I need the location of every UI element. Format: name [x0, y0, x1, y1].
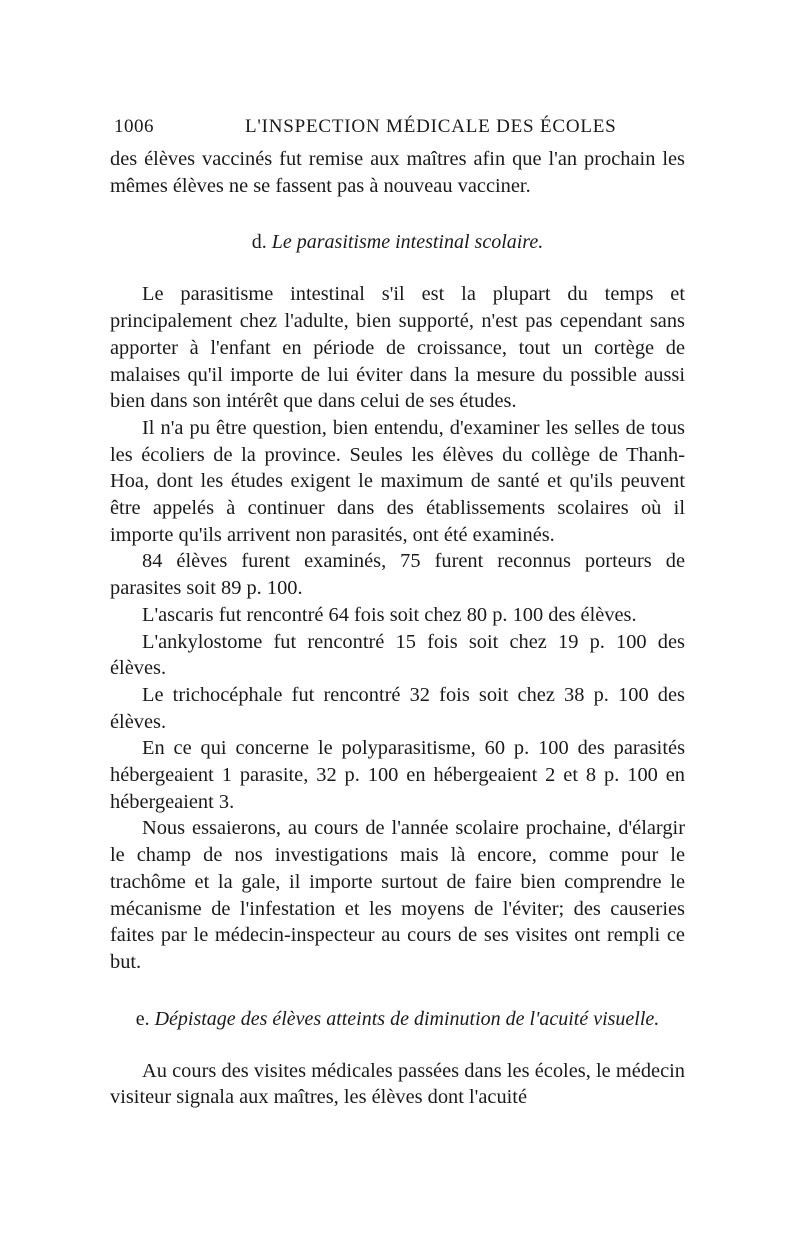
section-d-heading	[110, 229, 685, 255]
page-number: 1006	[114, 116, 154, 137]
section-e-label: e.	[135, 1007, 150, 1030]
section-d-title: Le parasitisme intestinal scolaire.	[271, 231, 544, 254]
body-text	[110, 146, 685, 1111]
section-d-label: d.	[251, 231, 267, 254]
page-header	[110, 116, 685, 146]
section-e-title: Dépistage des élèves atteints de diminution de l'acuité visuelle.	[154, 1007, 660, 1030]
paragraph: Au cours des visites médicales passées dans les écoles, le médecin visiteur signala aux maîtres, les élèves dont l'acuité	[110, 1059, 685, 1109]
paragraph: L'ascaris fut rencontré 64 fois soit chez 80 p. 100 des élèves.	[142, 603, 637, 626]
document-page	[110, 116, 685, 1111]
paragraph: Le parasitisme intestinal s'il est la plupart du temps et principalement chez l'adulte, bien supporté, n'est pas cependant sans apporter à l'enfant en période de croissance, tout un cortège de malaises qu'il importe de lui éviter dans la mesure du possible aussi bien dans son intérêt que dans celui de ses études.	[110, 283, 685, 413]
paragraph: En ce qui concerne le polyparasitisme, 60 p. 100 des parasités hébergeaient 1 parasite, 32 p. 100 en hébergeaient 2 et 8 p. 100 en hébergeaient 3.	[110, 737, 685, 813]
paragraph: Il n'a pu être question, bien entendu, d'examiner les selles de tous les écoliers de la province. Seules les élèves du collège de Thanh-Hoa, dont les études exigent le maximum de santé et qu'ils peuvent être appelés à continuer dans des établissements scolaires où il importe qu'ils arrivent non parasités, ont été examinés.	[110, 416, 685, 546]
paragraph: 84 élèves furent examinés, 75 furent reconnus porteurs de parasites soit 89 p. 100.	[110, 550, 685, 600]
paragraph: Nous essaierons, au cours de l'année scolaire prochaine, d'élargir le champ de nos investigations mais là encore, comme pour le trachôme et la gale, il importe surtout de faire bien comprendre le mécanisme de l'infestation et les moyens de l'éviter; des causeries faites par le médecin-inspecteur au cours de ses visites ont rempli ce but.	[110, 817, 685, 973]
running-title: L'INSPECTION MÉDICALE DES ÉCOLES	[245, 116, 617, 137]
paragraph: L'ankylostome fut rencontré 15 fois soit chez 19 p. 100 des élèves.	[110, 630, 685, 680]
paragraph: Le trichocéphale fut rencontré 32 fois soit chez 38 p. 100 des élèves.	[110, 683, 685, 733]
section-e-heading	[110, 1006, 685, 1032]
continuation-paragraph: des élèves vaccinés fut remise aux maîtres afin que l'an prochain les mêmes élèves ne se fassent pas à nouveau vacciner.	[110, 148, 685, 197]
